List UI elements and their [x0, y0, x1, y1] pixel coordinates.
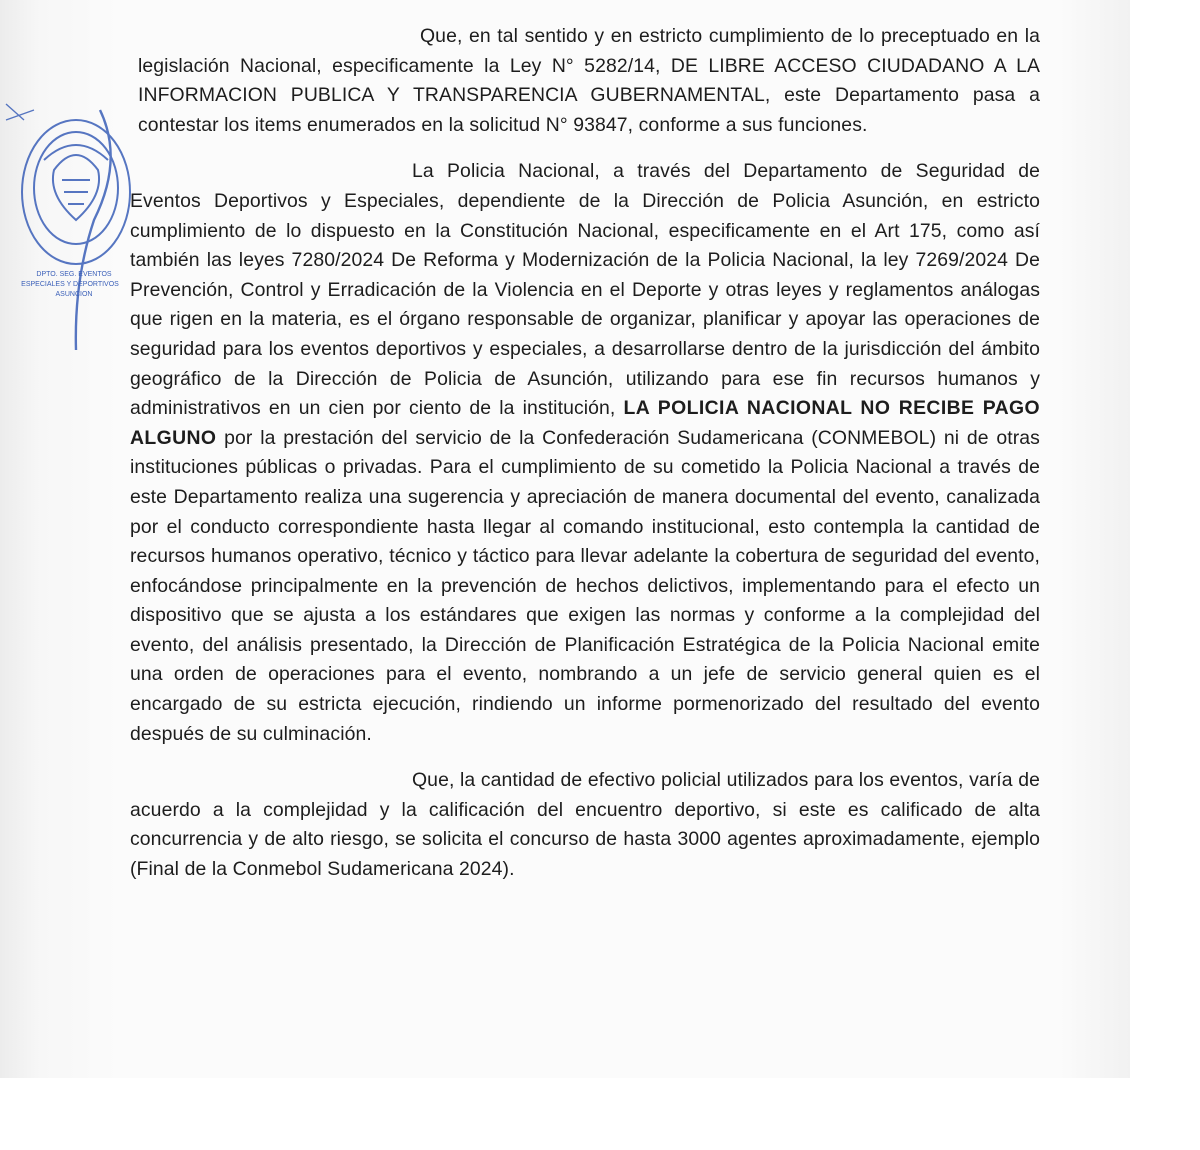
paragraph-legal-basis: Que, en tal sentido y en estricto cumplimiento de lo preceptuado en la legislación Nacional, especificamente la Ley N° 5282/14, DE LIBRE ACCESO CIUDADANO A LA INFORMACION PUBLICA Y TRANSPARENCIA GUBERNAMENTAL, este Departamento pasa a contestar los items enumerados en la solicitud N° 93847, conforme a sus funciones. — [138, 25, 1040, 136]
seal-graphic — [4, 100, 134, 360]
seal-text-3: ASUNCION — [55, 291, 93, 298]
seal-text-2: ESPECIALES Y DEPORTIVOS — [21, 281, 119, 288]
paragraph-personnel-count: Que, la cantidad de efectivo policial utilizados para los eventos, varía de acuerdo a la complejidad y la calificación del encuentro deportivo, si este es calificado de alta concurrencia y de alto riesgo, se solicita el concurso de hasta 3000 agentes aproximadamente, ejemplo (Final de la Conmebol Sudamericana 2024). — [130, 769, 1040, 881]
paragraph-police-role — [130, 157, 1040, 749]
letter-body — [130, 22, 1040, 885]
official-seal-stamp — [4, 100, 134, 360]
paragraph-police-role-intro: La Policia Nacional, a través del Departamento de Seguridad de Eventos Deportivos y Especiales, dependiente de la Dirección de Policia Asunción, en estricto cumplimiento de lo dispuesto en la Constitución Nacional, especificamente en el Art 175, como así también las leyes 7280/2024 De Reforma y Modernización de la Policia Nacional, la ley 7269/2024 De Prevención, Control y Erradicación de la Violencia en el Deporte y otras leyes y reglamentos análogas que rigen en la materia, es el órgano responsable de organizar, planificar y apoyar las operaciones de seguridad para los eventos deportivos y especiales, a desarrollarse dentro de la jurisdicción del ámbito geográfico de la Dirección de Policia de Asunción, utilizando para ese fin recursos humanos y administrativos en un cien por ciento de la institución, — [130, 160, 1040, 420]
paragraph-police-role-rest: por la prestación del servicio de la Confederación Sudamericana (CONMEBOL) ni de otras instituciones públicas o privadas. Para el cumplimiento de su cometido la Policia Nacional a través de este Departamento realiza una sugerencia y apreciación de manera documental del evento, canalizada por el conducto correspondiente hasta llegar al comando institucional, esto contempla la cantidad de recursos humanos operativo, técnico y táctico para llevar adelante la cobertura de seguridad del evento, enfocándose principalmente en la prevención de hechos delictivos, implementando para el efecto un dispositivo que se ajusta a los estándares que exigen las normas y conforme a la complejidad del evento, del análisis presentado, la Dirección de Planificación Estratégica de la Policia Nacional emite una orden de operaciones para el evento, nombrando a un jefe de servicio general quien es el encargado de su estricta ejecución, rindiendo un informe pormenorizado del resultado del evento después de su culminación. — [130, 426, 1040, 745]
no-payment-statement: LA POLICIA NACIONAL NO RECIBE PAGO ALGUNO — [130, 397, 1040, 449]
seal-text-1: DPTO. SEG. EVENTOS — [36, 271, 112, 278]
